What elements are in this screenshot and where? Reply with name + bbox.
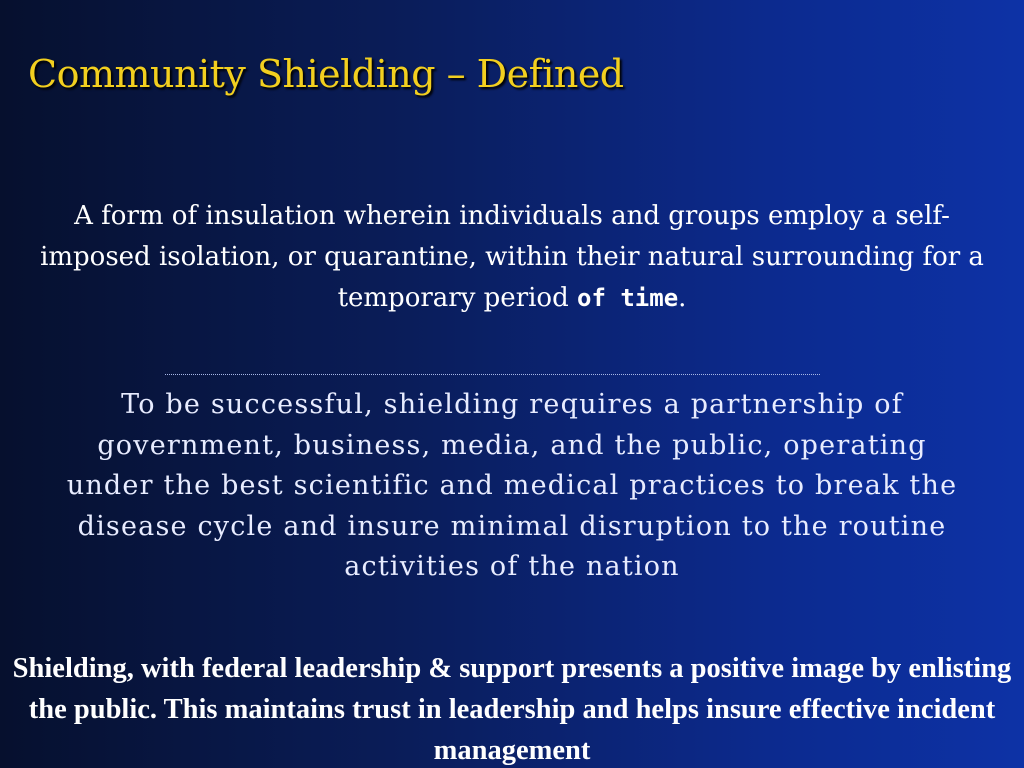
slide-title: Community Shielding – Defined	[28, 52, 624, 96]
conclusion-paragraph: Shielding, with federal leadership & support presents a positive image by enlisting the public. This maintains trust in leadership and helps insure effective incident management	[12, 653, 1012, 766]
definition-end: .	[678, 283, 687, 313]
definition-paragraph	[20, 196, 1004, 319]
dotted-divider	[165, 374, 820, 375]
definition-bold-text: of time	[577, 284, 679, 312]
definition-text: A form of insulation wherein individuals and groups employ a self-imposed isolation, or quarantine, within their natural surrounding for a temporary period	[40, 201, 984, 313]
partnership-paragraph: To be successful, shielding requires a partnership of government, business, media, and the public, operating under the best scientific and medical practices to break the disease cycle and insure minimal disruption to the routine activities of the nation	[66, 389, 958, 582]
